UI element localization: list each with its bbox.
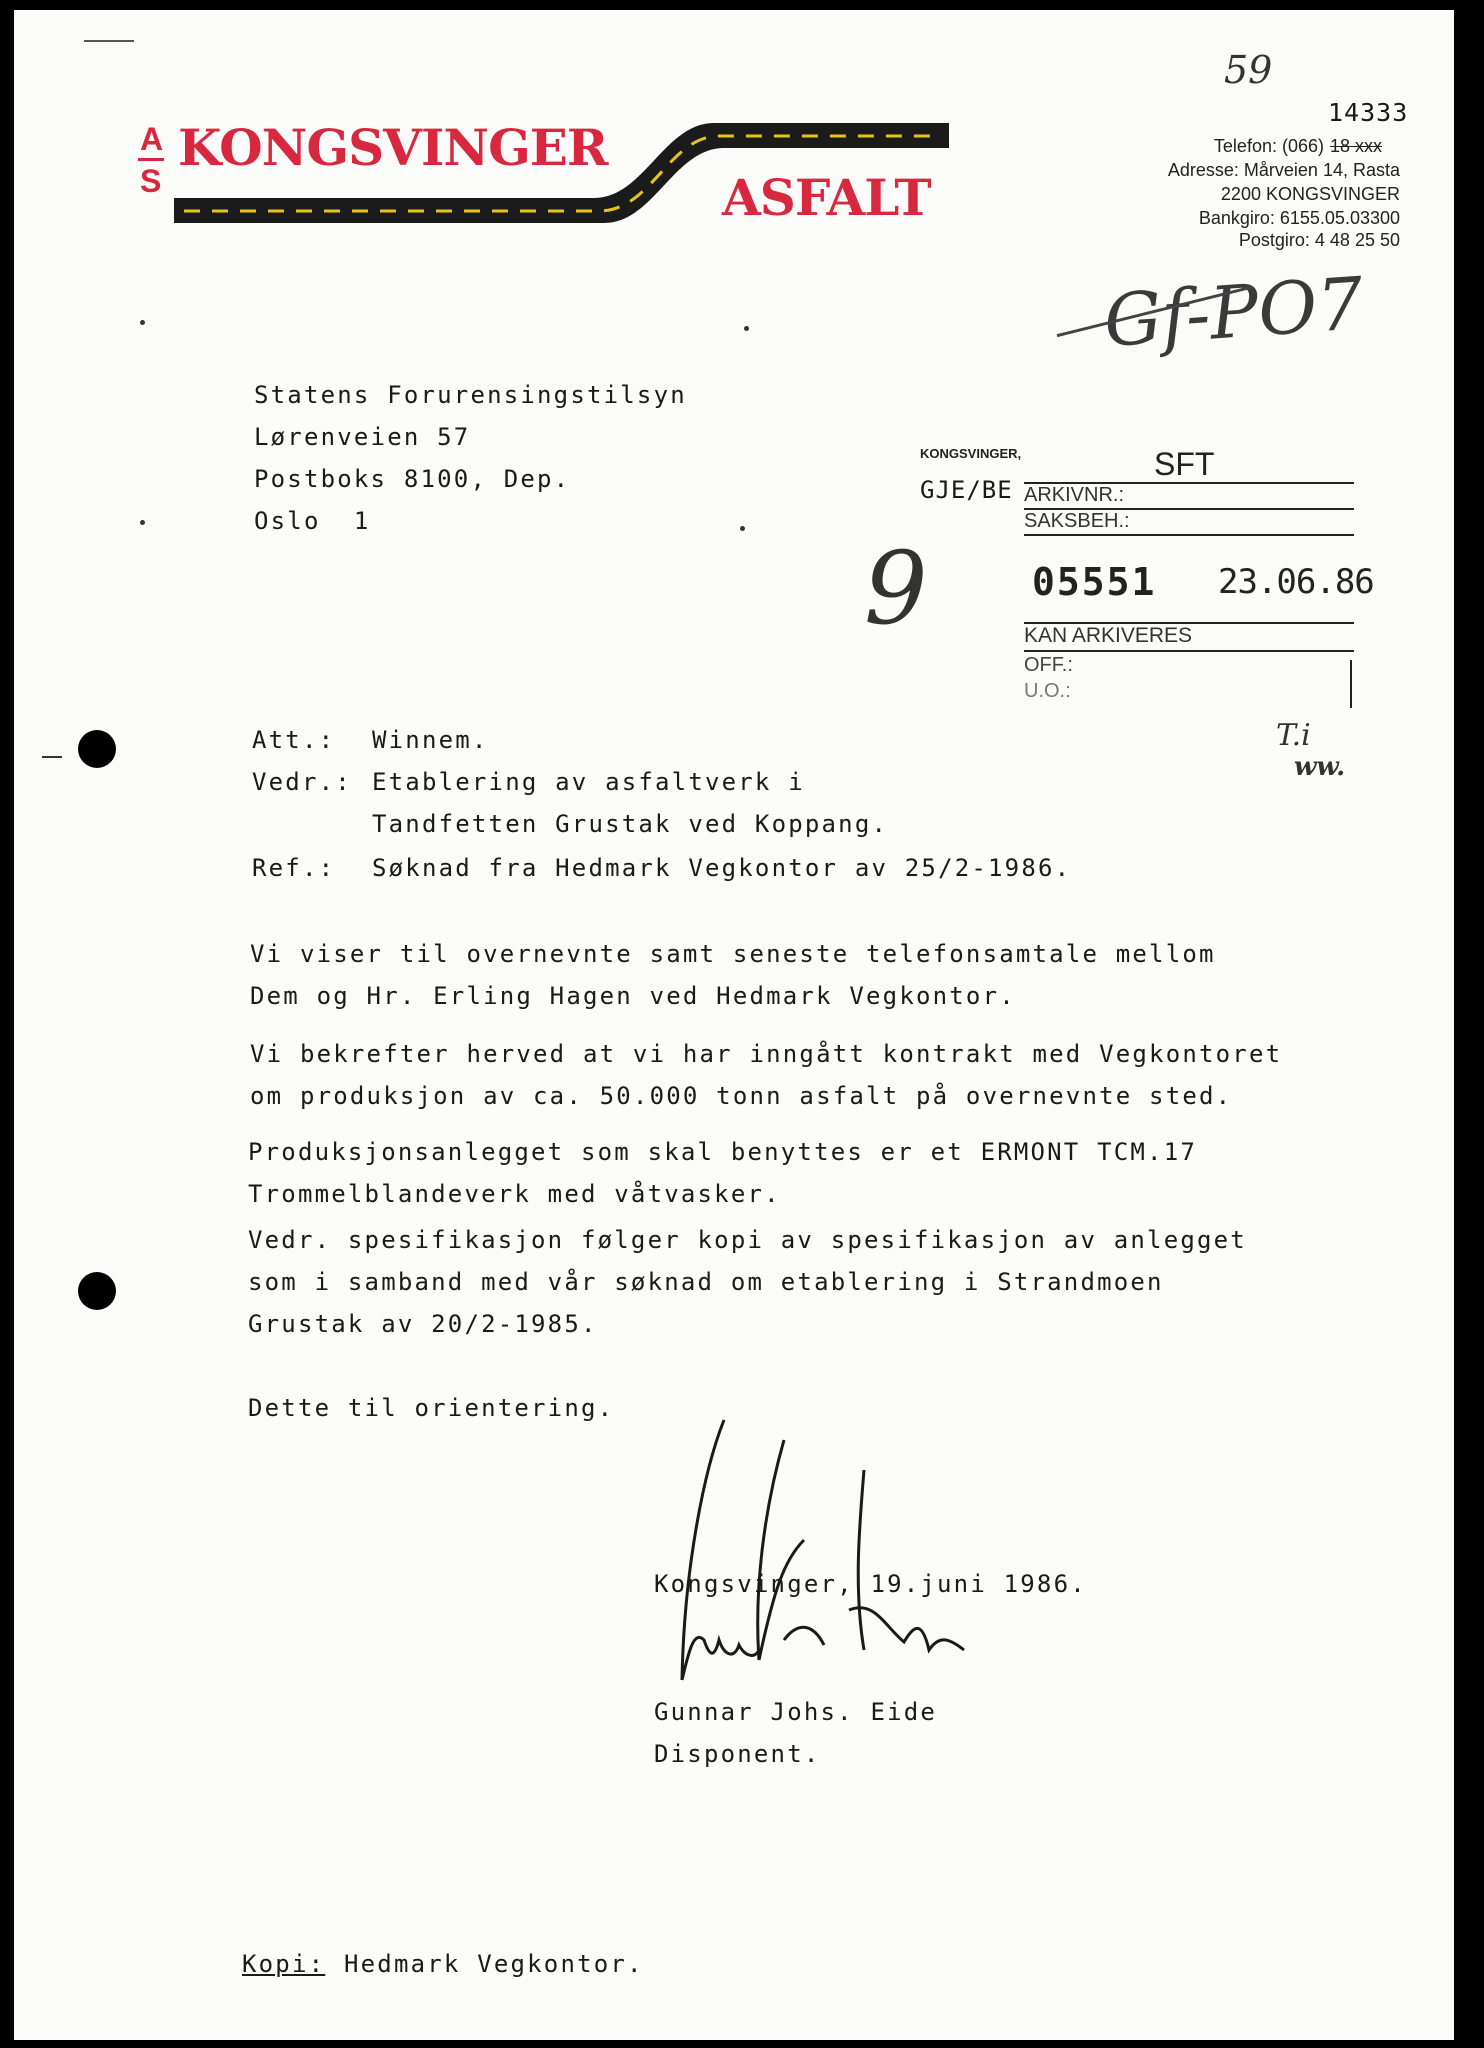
handwritten-notation: Gf-PO7 <box>1101 261 1366 363</box>
kopi-value: Hedmark Vegkontor. <box>344 1950 644 1978</box>
body-p1-line2: Dem og Hr. Erling Hagen ved Hedmark Vegkontor. <box>250 982 1016 1010</box>
handwritten-signature <box>664 1410 1024 1710</box>
stamp-date: 23.06.86 <box>1218 562 1374 602</box>
contact-adresse: Adresse: Mårveien 14, Rasta <box>1167 160 1400 180</box>
stamp-number: 05551 <box>1032 560 1157 604</box>
ref-value: Søknad fra Hedmark Vegkontor av 25/2-1986. <box>372 854 1072 882</box>
margin-dot <box>140 520 145 525</box>
body-p2-line2: om produksjon av ca. 50.000 tonn asfalt på overnevnte sted. <box>250 1082 1233 1110</box>
letter-page <box>14 10 1454 2040</box>
stamp-arkivnr: ARKIVNR.: <box>1024 484 1125 506</box>
recipient-line3: Postboks 8100, Dep. <box>254 465 571 493</box>
stamp-rule <box>1024 650 1354 652</box>
body-p3-line3: Vedr. spesifikasjon følger kopi av spesifikasjon av anlegget <box>248 1226 1247 1254</box>
contact-telefon-struck: 18 xxx <box>1330 136 1383 156</box>
contact-postnr: 2200 KONGSVINGER <box>1220 184 1400 204</box>
handwritten-initials-2: ww. <box>1294 752 1346 782</box>
reference-initials: GJE/BE <box>920 476 1013 504</box>
att-value: Winnem. <box>372 726 489 754</box>
signature-name: Gunnar Johs. Eide <box>654 1698 938 1726</box>
recipient-line4: Oslo 1 <box>254 507 371 535</box>
stamp-saksbeh: SAKSBEH.: <box>1024 510 1130 532</box>
recipient-line2: Lørenveien 57 <box>254 423 471 451</box>
ref-label: Ref.: <box>252 854 336 882</box>
as-mark-bottom: S <box>140 163 162 199</box>
margin-dot <box>744 326 749 331</box>
company-name-line1: KONGSVINGER <box>178 118 608 177</box>
stamp-org: SFT <box>1154 446 1215 482</box>
corner-mark <box>84 40 134 42</box>
body-p3-line5: Grustak av 20/2-1985. <box>248 1310 598 1338</box>
company-name-line2: ASFALT <box>722 168 931 227</box>
body-p3-line2: Trommelblandeverk med våtvasker. <box>248 1180 781 1208</box>
signature-title: Disponent. <box>654 1740 821 1768</box>
as-mark-top: A <box>140 121 164 157</box>
punch-hole <box>78 730 116 768</box>
place-label: KONGSVINGER, <box>920 446 1022 461</box>
stamp-uo: U.O.: <box>1024 680 1071 702</box>
kopi-label: Kopi: <box>242 1950 326 1978</box>
recipient-line1: Statens Forurensingstilsyn <box>254 381 687 409</box>
stamp-side-rule <box>1350 660 1352 708</box>
body-p1-line1: Vi viser til overnevnte samt seneste telefonsamtale mellom <box>250 940 1216 968</box>
contact-postgiro: Postgiro: 4 48 25 50 <box>1238 230 1400 250</box>
body-p3-line4: som i samband med vår søknad om etablering i Strandmoen <box>248 1268 1164 1296</box>
handwritten-initials: T.i <box>1276 718 1311 753</box>
body-closing: Dette til orientering. <box>248 1394 615 1422</box>
fold-mark <box>42 756 62 758</box>
contact-bankgiro: Bankgiro: 6155.05.03300 <box>1198 208 1400 228</box>
att-label: Att.: <box>252 726 336 754</box>
stamp-kan-arkiveres: KAN ARKIVERES <box>1024 624 1193 647</box>
margin-dot <box>140 320 145 325</box>
margin-dot <box>740 526 745 531</box>
punch-hole <box>78 1272 116 1310</box>
as-mark-divider <box>138 158 164 161</box>
handwritten-page-number: 59 <box>1224 48 1273 92</box>
body-p2-line1: Vi bekrefter herved at vi har inngått kontrakt med Vegkontoret <box>250 1040 1283 1068</box>
contact-telefon: Telefon: (066) <box>1213 136 1324 156</box>
handwritten-nine: 9 <box>864 530 928 647</box>
stamp-rule <box>1024 534 1354 536</box>
signature-place-date: Kongsvinger, 19.juni 1986. <box>654 1570 1087 1598</box>
vedr-value-line1: Etablering av asfaltverk i <box>372 768 805 796</box>
reference-number: 14333 <box>1328 98 1409 127</box>
stamp-off: OFF.: <box>1024 654 1073 676</box>
body-p3-line1: Produksjonsanlegget som skal benyttes er et ERMONT TCM.17 <box>248 1138 1198 1166</box>
vedr-label: Vedr.: <box>252 768 352 796</box>
vedr-value-line2: Tandfetten Grustak ved Koppang. <box>372 810 889 838</box>
